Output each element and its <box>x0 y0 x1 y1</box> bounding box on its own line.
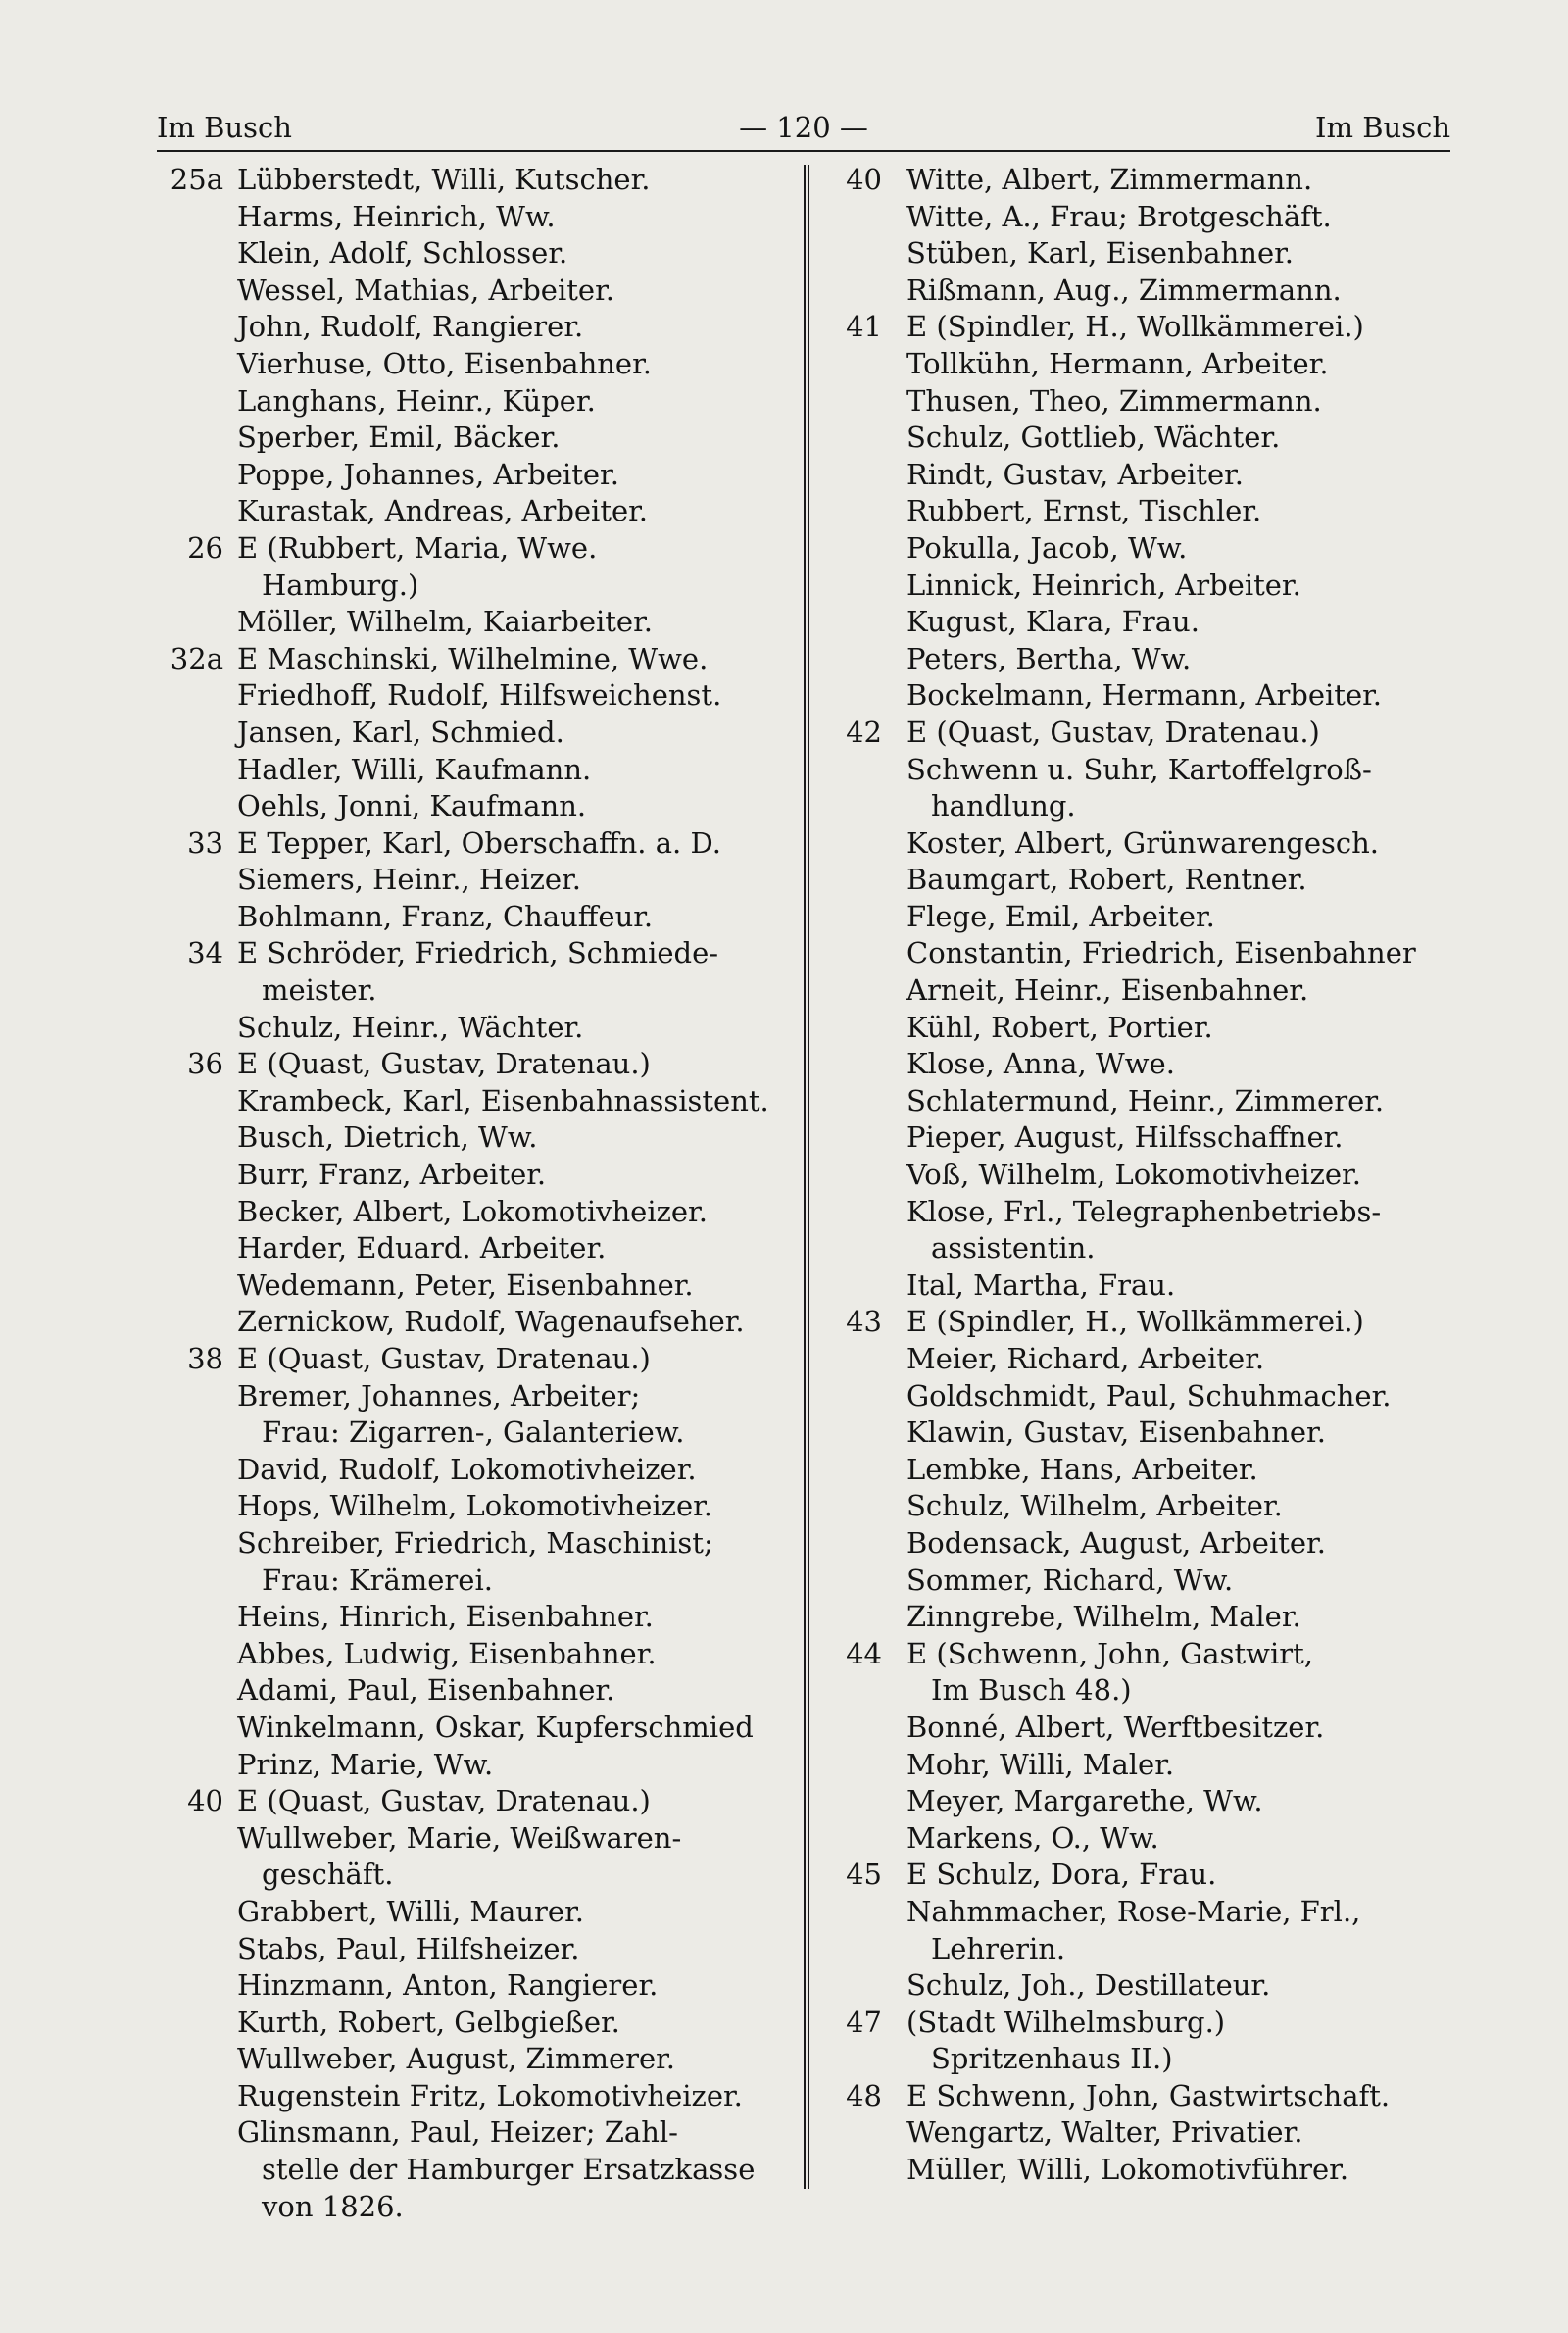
directory-entry <box>176 2152 843 2189</box>
resident-entry: Bremer, Johannes, Arbeiter; <box>237 1378 641 1413</box>
directory-entry <box>176 1488 843 1525</box>
resident-entry: Lübberstedt, Willi, Kutscher. <box>237 163 651 196</box>
directory-entry <box>838 862 1465 899</box>
resident-entry: Tollkühn, Hermann, Arbeiter. <box>906 346 1329 380</box>
page-header <box>157 101 1450 150</box>
directory-entry <box>176 1931 843 1968</box>
directory-entry <box>838 1415 1465 1452</box>
resident-entry: Constantin, Friedrich, Eisenbahner <box>906 936 1416 970</box>
resident-entry: Mohr, Willi, Maler. <box>906 1747 1175 1781</box>
house-number: 42 <box>846 715 882 749</box>
resident-entry: E (Quast, Gustav, Dratenau.) <box>906 715 1320 749</box>
resident-entry: Burr, Franz, Arbeiter. <box>237 1158 547 1192</box>
resident-entry: Pieper, August, Hilfsschaffner. <box>906 1120 1344 1155</box>
directory-entry <box>838 2078 1465 2115</box>
resident-entry: Goldschmidt, Paul, Schuhmacher. <box>906 1378 1392 1413</box>
directory-entry <box>176 1046 843 1083</box>
directory-entry <box>838 1157 1465 1194</box>
house-number: 32a <box>170 641 223 675</box>
resident-entry: Kurastak, Andreas, Arbeiter. <box>237 494 649 528</box>
resident-entry: Sommer, Richard, Ww. <box>906 1563 1234 1597</box>
resident-entry: Stüben, Karl, Eisenbahner. <box>906 236 1294 271</box>
header-street-left: Im Busch <box>157 111 292 144</box>
resident-entry: Möller, Wilhelm, Kaiarbeiter. <box>237 605 653 639</box>
directory-entry <box>176 2189 843 2226</box>
resident-entry: Schulz, Joh., Destillateur. <box>906 1968 1271 2003</box>
resident-entry: Ital, Martha, Frau. <box>906 1267 1176 1302</box>
resident-entry: stelle der Hamburger Ersatzkasse <box>262 2153 756 2187</box>
directory-entry <box>176 457 843 494</box>
resident-entry: Meier, Richard, Arbeiter. <box>906 1342 1265 1375</box>
resident-entry: Krambeck, Karl, Eisenbahnassistent. <box>237 1083 769 1117</box>
resident-entry: meister. <box>262 973 377 1008</box>
directory-entry <box>838 2041 1465 2078</box>
directory-entry <box>838 715 1465 752</box>
directory-entry <box>176 1599 843 1636</box>
directory-entry <box>838 420 1465 457</box>
directory-entry <box>838 1046 1465 1083</box>
resident-entry: Schreiber, Friedrich, Maschinist; <box>237 1525 713 1560</box>
resident-entry: Schulz, Gottlieb, Wächter. <box>906 421 1281 455</box>
directory-entry <box>176 1525 843 1563</box>
resident-entry: Schulz, Wilhelm, Arbeiter. <box>906 1489 1283 1523</box>
directory-entry <box>838 1672 1465 1710</box>
directory-entry <box>838 1857 1465 1894</box>
directory-entry <box>176 604 843 641</box>
house-number: 41 <box>846 310 882 344</box>
directory-entry <box>838 677 1465 715</box>
resident-entry: Frau: Zigarren-, Galanteriew. <box>262 1415 685 1450</box>
directory-entry <box>176 972 843 1010</box>
resident-entry: Schlatermund, Heinr., Zimmerer. <box>906 1083 1385 1117</box>
directory-entry <box>176 1194 843 1231</box>
resident-entry: Friedhoff, Rudolf, Hilfsweichenst. <box>237 678 722 713</box>
resident-entry: Lembke, Hans, Arbeiter. <box>906 1452 1258 1486</box>
resident-entry: E (Spindler, H., Wollkämmerei.) <box>906 310 1364 344</box>
resident-entry: E Schröder, Friedrich, Schmiede- <box>237 936 719 970</box>
resident-entry: Klein, Adolf, Schlosser. <box>237 236 568 271</box>
directory-entry <box>838 1931 1465 1968</box>
resident-entry: Lehrerin. <box>931 1931 1066 1965</box>
directory-entry <box>176 1267 843 1305</box>
directory-entry <box>838 1341 1465 1378</box>
directory-entry <box>838 2152 1465 2189</box>
resident-entry: Harms, Heinrich, Ww. <box>237 199 556 233</box>
directory-entry <box>176 677 843 715</box>
directory-entry <box>176 530 843 568</box>
resident-entry: Rubbert, Ernst, Tischler. <box>906 494 1262 528</box>
directory-entry <box>838 568 1465 605</box>
resident-entry: Kurth, Robert, Gelbgießer. <box>237 2005 620 2039</box>
house-number: 36 <box>187 1047 223 1081</box>
resident-entry: E Tepper, Karl, Oberschaffn. a. D. <box>237 825 721 860</box>
directory-entry <box>838 1599 1465 1636</box>
directory-entry <box>176 1378 843 1415</box>
resident-entry: Vierhuse, Otto, Eisenbahner. <box>237 346 652 380</box>
resident-entry: handlung. <box>931 789 1076 823</box>
resident-entry: Müller, Willi, Lokomotivführer. <box>906 2153 1349 2187</box>
house-number: 48 <box>846 2078 882 2112</box>
directory-entry <box>838 752 1465 789</box>
resident-entry: Markens, O., Ww. <box>906 1820 1159 1855</box>
resident-entry: Wessel, Mathias, Arbeiter. <box>237 273 614 307</box>
directory-entry <box>838 1010 1465 1047</box>
directory-entry <box>176 899 843 936</box>
directory-entry <box>838 1710 1465 1747</box>
resident-entry: Rindt, Gustav, Arbeiter. <box>906 457 1245 491</box>
directory-entry <box>838 2114 1465 2152</box>
resident-entry: E (Spindler, H., Wollkämmerei.) <box>906 1305 1364 1339</box>
directory-entry <box>176 346 843 383</box>
directory-entry <box>838 346 1465 383</box>
directory-entry <box>838 1747 1465 1784</box>
resident-entry: Prinz, Marie, Ww. <box>237 1747 494 1781</box>
directory-entry <box>176 1304 843 1341</box>
resident-entry: Rißmann, Aug., Zimmermann. <box>906 273 1342 307</box>
directory-entry <box>838 309 1465 346</box>
resident-entry: Frau: Krämerei. <box>262 1563 493 1597</box>
resident-entry: E (Rubbert, Maria, Wwe. <box>237 530 598 565</box>
resident-entry: Wengartz, Walter, Privatier. <box>906 2115 1303 2150</box>
resident-entry: E (Schwenn, John, Gastwirt, <box>906 1636 1313 1670</box>
house-number: 25a <box>170 163 223 196</box>
resident-entry: Klawin, Gustav, Eisenbahner. <box>906 1415 1326 1450</box>
directory-entry <box>838 1230 1465 1267</box>
resident-entry: Klose, Frl., Telegraphenbetriebs- <box>906 1194 1382 1228</box>
directory-entry <box>176 1747 843 1784</box>
resident-entry: Sperber, Emil, Bäcker. <box>237 421 561 455</box>
directory-entry <box>838 1488 1465 1525</box>
directory-entry <box>176 1452 843 1489</box>
resident-entry: John, Rudolf, Rangierer. <box>237 310 584 344</box>
directory-entry <box>838 788 1465 825</box>
resident-entry: Peters, Bertha, Ww. <box>906 641 1192 675</box>
directory-entry <box>838 1525 1465 1563</box>
resident-entry: Kühl, Robert, Portier. <box>906 1010 1213 1044</box>
directory-entry <box>176 752 843 789</box>
directory-entry <box>838 2005 1465 2042</box>
directory-entry <box>176 199 843 236</box>
resident-entry: Bodensack, August, Arbeiter. <box>906 1525 1326 1560</box>
directory-entry <box>176 493 843 530</box>
resident-entry: geschäft. <box>262 1858 394 1892</box>
directory-entry <box>838 1894 1465 1931</box>
left-column <box>170 162 843 2225</box>
directory-entry <box>176 309 843 346</box>
resident-entry: Nahmmacher, Rose-Marie, Frl., <box>906 1894 1361 1928</box>
resident-entry: assistentin. <box>931 1231 1096 1266</box>
resident-entry: Oehls, Jonni, Kaufmann. <box>237 789 587 823</box>
resident-entry: Wedemann, Peter, Eisenbahner. <box>237 1267 694 1302</box>
resident-entry: Arneit, Heinr., Eisenbahner. <box>906 973 1309 1008</box>
resident-entry: Kugust, Klara, Frau. <box>906 605 1200 639</box>
house-number: 43 <box>846 1305 882 1339</box>
resident-entry: Witte, A., Frau; Brotgeschäft. <box>906 199 1332 233</box>
directory-entry <box>838 273 1465 310</box>
resident-entry: Voß, Wilhelm, Lokomotivheizer. <box>906 1158 1361 1192</box>
directory-entry <box>838 457 1465 494</box>
resident-entry: Schulz, Heinr., Wächter. <box>237 1010 584 1044</box>
directory-entry <box>176 1710 843 1747</box>
resident-entry: Thusen, Theo, Zimmermann. <box>906 383 1322 418</box>
directory-entry <box>838 162 1465 199</box>
resident-entry: Busch, Dietrich, Ww. <box>237 1120 538 1155</box>
directory-entry <box>176 1820 843 1858</box>
resident-entry: E Maschinski, Wilhelmine, Wwe. <box>237 641 709 675</box>
directory-entry <box>176 1636 843 1673</box>
resident-entry: Zernickow, Rudolf, Wagenaufseher. <box>237 1305 745 1339</box>
directory-entry <box>838 530 1465 568</box>
directory-entry <box>176 1230 843 1267</box>
directory-entry <box>176 1563 843 1600</box>
resident-entry: Hinzmann, Anton, Rangierer. <box>237 1968 659 2003</box>
resident-entry: Zinngrebe, Wilhelm, Maler. <box>906 1600 1301 1634</box>
header-rule <box>157 150 1450 152</box>
resident-entry: Koster, Albert, Grünwarengesch. <box>906 825 1379 860</box>
resident-entry: Bohlmann, Franz, Chauffeur. <box>237 899 654 933</box>
directory-entry <box>176 1341 843 1378</box>
directory-entry <box>176 235 843 273</box>
resident-entry: Grabbert, Willi, Maurer. <box>237 1894 584 1928</box>
resident-entry: von 1826. <box>262 2189 404 2223</box>
directory-entry <box>176 1010 843 1047</box>
directory-entry <box>176 1672 843 1710</box>
resident-entry: Meyer, Margarethe, Ww. <box>906 1784 1263 1818</box>
directory-entry <box>176 1083 843 1120</box>
resident-entry: Harder, Eduard. Arbeiter. <box>237 1231 607 1266</box>
resident-entry: Adami, Paul, Eisenbahner. <box>237 1673 615 1708</box>
resident-entry: Hadler, Willi, Kaufmann. <box>237 752 592 786</box>
directory-entry <box>176 273 843 310</box>
house-number: 40 <box>187 1784 223 1818</box>
directory-entry <box>838 899 1465 936</box>
house-number: 34 <box>187 936 223 970</box>
directory-entry <box>176 1415 843 1452</box>
directory-entry <box>838 235 1465 273</box>
directory-entry <box>176 715 843 752</box>
directory-entry <box>838 825 1465 863</box>
resident-entry: Wullweber, August, Zimmerer. <box>237 2042 676 2076</box>
directory-entry <box>838 604 1465 641</box>
directory-entry <box>176 2005 843 2042</box>
resident-entry: Becker, Albert, Lokomotivheizer. <box>237 1194 708 1228</box>
resident-entry: Rugenstein Fritz, Lokomotivheizer. <box>237 2078 743 2112</box>
directory-entry <box>176 1119 843 1157</box>
directory-entry <box>176 2114 843 2152</box>
directory-entry <box>838 1452 1465 1489</box>
house-number: 38 <box>187 1342 223 1375</box>
directory-entry <box>838 1783 1465 1820</box>
directory-entry <box>176 420 843 457</box>
column-separator <box>804 165 809 2189</box>
resident-entry: Wullweber, Marie, Weißwaren- <box>237 1820 682 1855</box>
resident-entry: Poppe, Johannes, Arbeiter. <box>237 457 619 491</box>
resident-entry: Bockelmann, Hermann, Arbeiter. <box>906 678 1383 713</box>
resident-entry: Langhans, Heinr., Küper. <box>237 383 596 418</box>
resident-entry: Baumgart, Robert, Rentner. <box>906 863 1307 897</box>
resident-entry: Abbes, Ludwig, Eisenbahner. <box>237 1636 657 1670</box>
directory-entry <box>838 1083 1465 1120</box>
resident-entry: Jansen, Karl, Schmied. <box>237 715 564 749</box>
resident-entry: (Stadt Wilhelmsburg.) <box>906 2005 1226 2039</box>
resident-entry: Stabs, Paul, Hilfsheizer. <box>237 1931 580 1965</box>
directory-entry <box>176 825 843 863</box>
directory-entry <box>838 1563 1465 1600</box>
directory-entry <box>176 2041 843 2078</box>
directory-entry <box>838 493 1465 530</box>
directory-entry <box>176 1857 843 1894</box>
resident-entry: Hamburg.) <box>262 568 419 602</box>
directory-entry <box>176 788 843 825</box>
house-number: 45 <box>846 1858 882 1892</box>
directory-entry <box>176 383 843 421</box>
resident-entry: Siemers, Heinr., Heizer. <box>237 863 581 897</box>
directory-entry <box>176 1894 843 1931</box>
resident-entry: Hops, Wilhelm, Lokomotivheizer. <box>237 1489 712 1523</box>
directory-entry <box>176 1783 843 1820</box>
house-number: 47 <box>846 2005 882 2039</box>
directory-entry <box>170 162 843 199</box>
resident-entry: Pokulla, Jacob, Ww. <box>906 530 1188 565</box>
directory-entry <box>838 1119 1465 1157</box>
resident-entry: Schwenn u. Suhr, Kartoffelgroß- <box>906 752 1372 786</box>
directory-entry <box>838 1194 1465 1231</box>
resident-entry: Winkelmann, Oskar, Kupferschmied <box>237 1710 754 1744</box>
page-number: — 120 — <box>739 111 868 144</box>
directory-entry <box>838 1820 1465 1858</box>
resident-entry: Bonné, Albert, Werftbesitzer. <box>906 1710 1325 1744</box>
resident-entry: Linnick, Heinrich, Arbeiter. <box>906 568 1301 602</box>
directory-entry <box>170 641 843 678</box>
resident-entry: Klose, Anna, Wwe. <box>906 1047 1175 1081</box>
resident-entry: E (Quast, Gustav, Dratenau.) <box>237 1342 651 1375</box>
directory-entry <box>176 935 843 972</box>
directory-entry <box>838 1378 1465 1415</box>
resident-entry: Glinsmann, Paul, Heizer; Zahl- <box>237 2115 678 2150</box>
resident-entry: E Schulz, Dora, Frau. <box>906 1858 1217 1892</box>
resident-entry: Witte, Albert, Zimmermann. <box>906 163 1313 196</box>
header-street-right: Im Busch <box>1315 111 1450 144</box>
directory-entry <box>838 1636 1465 1673</box>
directory-entry <box>838 1267 1465 1305</box>
resident-entry: E (Quast, Gustav, Dratenau.) <box>237 1784 651 1818</box>
directory-entry <box>838 199 1465 236</box>
house-number: 44 <box>846 1636 882 1670</box>
resident-entry: Heins, Hinrich, Eisenbahner. <box>237 1600 654 1634</box>
directory-entry <box>838 935 1465 972</box>
resident-entry: Im Busch 48.) <box>931 1673 1132 1708</box>
directory-entry <box>176 1157 843 1194</box>
resident-entry: Spritzenhaus II.) <box>931 2042 1173 2076</box>
resident-entry: E (Quast, Gustav, Dratenau.) <box>237 1047 651 1081</box>
directory-entry <box>838 383 1465 421</box>
house-number: 26 <box>187 530 223 565</box>
directory-entry <box>838 641 1465 678</box>
resident-entry: David, Rudolf, Lokomotivheizer. <box>237 1452 697 1486</box>
right-column <box>838 162 1465 2189</box>
directory-entry <box>176 1967 843 2005</box>
directory-entry <box>838 972 1465 1010</box>
resident-entry: E Schwenn, John, Gastwirtschaft. <box>906 2078 1391 2112</box>
house-number: 33 <box>187 825 223 860</box>
directory-entry <box>176 2078 843 2115</box>
directory-entry <box>176 862 843 899</box>
directory-entry <box>176 568 843 605</box>
house-number: 40 <box>846 163 882 196</box>
resident-entry: Flege, Emil, Arbeiter. <box>906 899 1215 933</box>
directory-entry <box>838 1967 1465 2005</box>
directory-entry <box>838 1304 1465 1341</box>
